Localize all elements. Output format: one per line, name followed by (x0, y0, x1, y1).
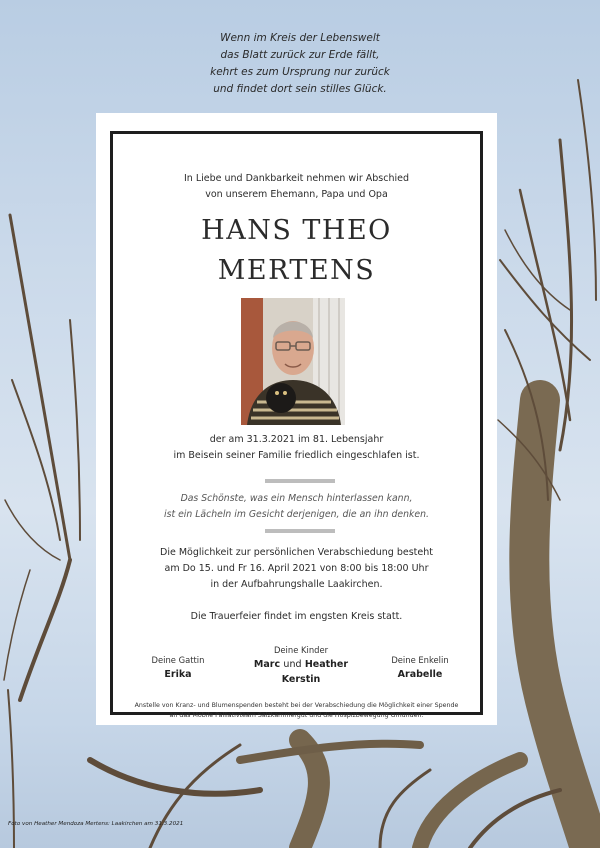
farewell-line: in der Aufbahrungshalle Laakirchen. (210, 579, 383, 590)
farewell-line: Die Möglichkeit zur persönlichen Verabschiedung besteht (160, 547, 433, 558)
children-label: Deine Kinder (273, 645, 329, 655)
separator (265, 479, 335, 483)
memorial-quote (113, 491, 480, 523)
child-name: Marc (253, 659, 281, 670)
quote-line: ist ein Lächeln im Gesicht derjenigen, die an ihn denken. (164, 509, 429, 520)
wife-label: Deine Gattin (151, 655, 205, 665)
poem-line: Wenn im Kreis der Lebenswelt (220, 32, 380, 44)
deceased-last-name: MERTENS (217, 255, 376, 286)
children-and: und (283, 659, 302, 670)
poem-line: kehrt es zum Ursprung nur zurück (210, 66, 390, 78)
obituary-card (96, 113, 497, 725)
grandchild-label: Deine Enkelin (391, 655, 449, 665)
poem-line: und findet dort sein stilles Glück. (213, 83, 387, 95)
separator (265, 529, 335, 533)
deceased-first-name: HANS THEO (201, 215, 392, 246)
death-line: im Beisein seiner Familie friedlich eingeschlafen ist. (173, 450, 420, 461)
farewell-info (113, 545, 480, 593)
donation-note (113, 701, 480, 721)
death-notice (113, 432, 480, 464)
donation-line: Anstelle von Kranz- und Blumenspenden besteht bei der Verabschiedung die Möglichkeit einer Spende (134, 702, 459, 709)
portrait-photo (241, 298, 345, 425)
family-grandchild (375, 653, 465, 682)
funeral-info: Die Trauerfeier findet im engsten Kreis statt. (190, 611, 403, 622)
poem-line: das Blatt zurück zur Erde fällt, (220, 49, 380, 61)
family-wife (133, 653, 223, 682)
intro-line: von unserem Ehemann, Papa und Opa (205, 189, 388, 200)
child-name: Heather (304, 659, 349, 670)
grandchild-name: Arabelle (397, 669, 443, 680)
death-line: der am 31.3.2021 im 81. Lebensjahr (209, 434, 384, 445)
child-name: Kerstin (281, 674, 321, 685)
intro-text (113, 171, 480, 203)
farewell-line: am Do 15. und Fr 16. April 2021 von 8:00 bis 18:00 Uhr (164, 563, 429, 574)
quote-line: Das Schönste, was ein Mensch hinterlassen kann, (180, 493, 413, 504)
obituary-frame (110, 131, 483, 719)
poem (0, 30, 600, 98)
donation-line: an das Mobile Palliativteam Salzkammergut und die Hospizbewegung Gmunden. (169, 712, 424, 719)
intro-line: In Liebe und Dankbarkeit nehmen wir Abschied (183, 173, 409, 184)
wife-name: Erika (164, 669, 192, 680)
family-children (231, 643, 371, 687)
photo-credit: Foto von Heather Mendoza Mertens: Laakirchen am 31.3.2021 (8, 821, 184, 827)
